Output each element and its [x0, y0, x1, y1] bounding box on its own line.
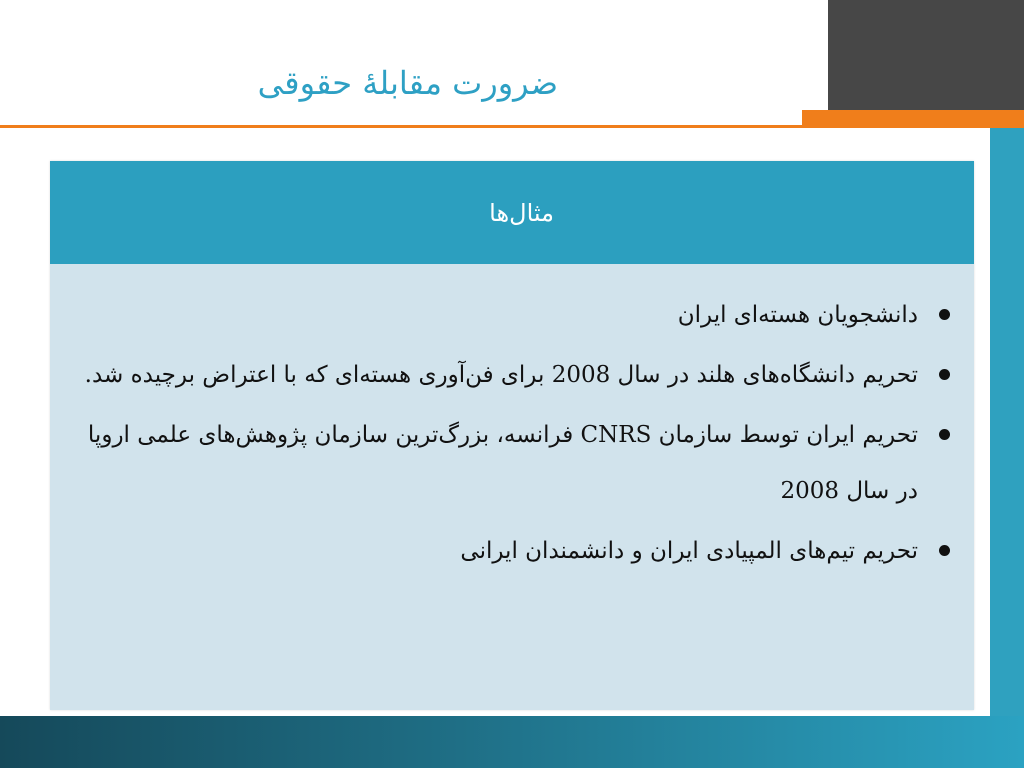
content-panel [50, 161, 974, 710]
corner-dark-block [828, 0, 1024, 110]
panel-header [50, 161, 974, 264]
slide-title: ضرورت مقابلۀ حقوقی [257, 64, 558, 102]
orange-accent-block [802, 110, 1024, 128]
bullet-item [80, 347, 950, 403]
orange-divider-line [0, 125, 805, 128]
panel-header-text: مثال‌ها [489, 199, 554, 227]
bullet-text: تحریم تیم‌های المپیادی ایران و دانشمندان ایرانی [460, 538, 918, 564]
bullet-item [80, 523, 950, 579]
bullet-dot-icon [939, 309, 950, 320]
bullet-text: تحریم دانشگاه‌های هلند در سال 2008 برای فن‌آوری هسته‌ای که با اعتراض برچیده شد. [84, 362, 918, 388]
bullet-list [80, 287, 950, 583]
bullet-text: تحریم ایران توسط سازمان CNRS فرانسه، بزرگ‌ترین سازمان پژوهش‌های علمی اروپا در سال 2008 [87, 422, 918, 504]
bullet-item [80, 407, 950, 519]
right-accent-band [990, 128, 1024, 716]
bullet-text: دانشجویان هسته‌ای ایران [677, 302, 918, 328]
bullet-item [80, 287, 950, 343]
bullet-dot-icon [939, 545, 950, 556]
bullet-dot-icon [939, 369, 950, 380]
bullet-dot-icon [939, 429, 950, 440]
bottom-gradient-bar [0, 716, 1024, 768]
